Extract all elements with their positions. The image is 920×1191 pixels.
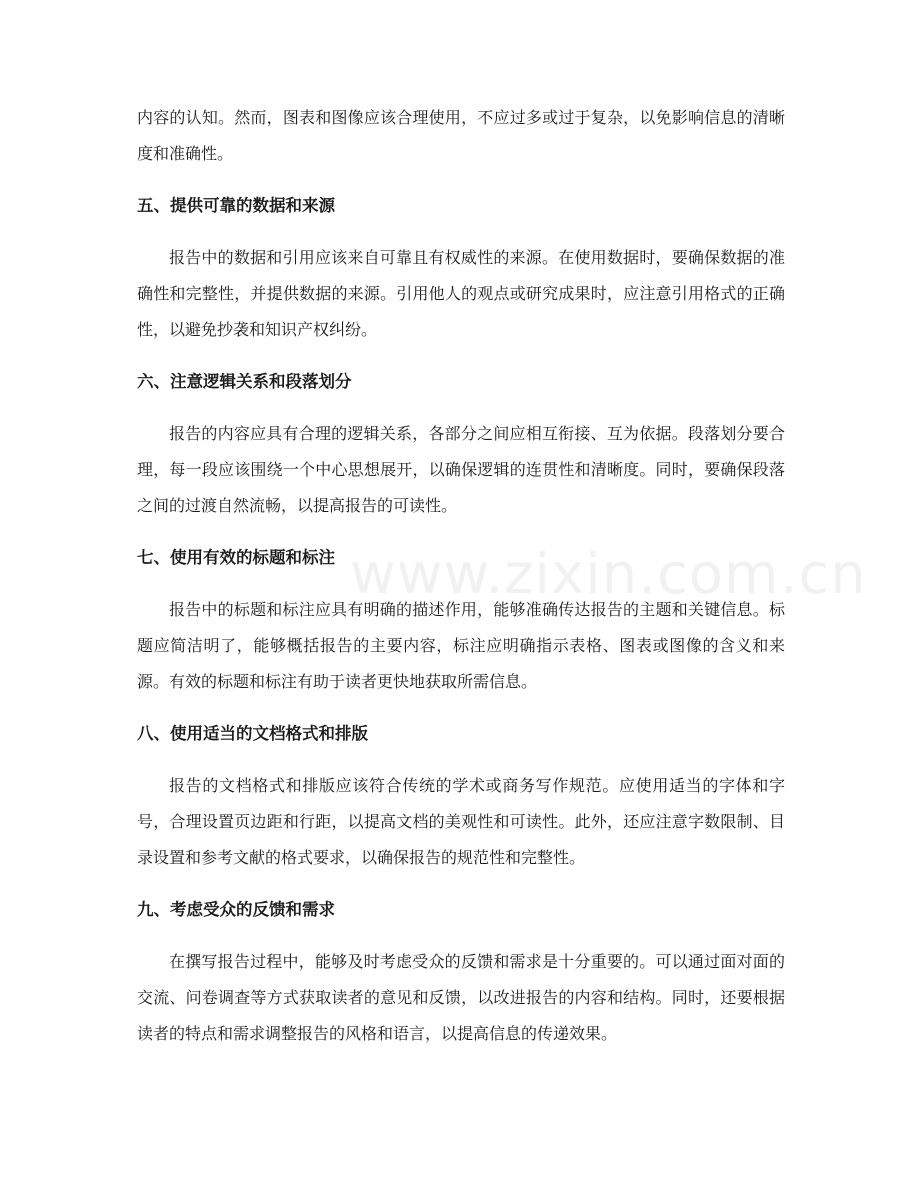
paragraph-section-8: 报告的文档格式和排版应该符合传统的学术或商务写作规范。应使用适当的字体和字号，合理设置页边距和行距，以提高文档的美观性和可读性。此外，还应注意字数限制、目录设置和参考文献的格式要求，以确保报告的规范性和完整性。	[137, 776, 785, 867]
paragraph-intro-tail: 内容的认知。然而，图表和图像应该合理使用，不应过多或过于复杂，以免影响信息的清晰度和准确性。	[137, 108, 785, 163]
paragraph-section-6: 报告的内容应具有合理的逻辑关系，各部分之间应相互衔接、互为依据。段落划分要合理，每一段应该围绕一个中心思想展开，以确保逻辑的连贯性和清晰度。同时，要确保段落之间的过渡自然流畅，以提高报告的可读性。	[137, 424, 785, 515]
paragraph-section-9: 在撰写报告过程中，能够及时考虑受众的反馈和需求是十分重要的。可以通过面对面的交流、问卷调查等方式获取读者的意见和反馈，以改进报告的内容和结构。同时，还要根据读者的特点和需求调整报告的风格和语言，以提高信息的传递效果。	[137, 952, 785, 1043]
paragraph-section-5: 报告中的数据和引用应该来自可靠且有权威性的来源。在使用数据时，要确保数据的准确性和完整性，并提供数据的来源。引用他人的观点或研究成果时，应注意引用格式的正确性，以避免抄袭和知识产权纠纷。	[137, 248, 785, 339]
heading-section-6: 六、注意逻辑关系和段落划分	[137, 372, 352, 391]
heading-section-9: 九、考虑受众的反馈和需求	[137, 900, 335, 919]
paragraph-section-7: 报告中的标题和标注应具有明确的描述作用，能够准确传达报告的主题和关键信息。标题应简洁明了，能够概括报告的主要内容，标注应明确指示表格、图表或图像的含义和来源。有效的标题和标注有助于读者更快地获取所需信息。	[137, 600, 785, 691]
watermark: www.zixin.com.cn	[350, 542, 867, 607]
heading-section-7: 七、使用有效的标题和标注	[137, 548, 335, 567]
heading-section-8: 八、使用适当的文档格式和排版	[137, 724, 368, 743]
document-page	[137, 100, 785, 1052]
heading-section-5: 五、提供可靠的数据和来源	[137, 196, 335, 215]
